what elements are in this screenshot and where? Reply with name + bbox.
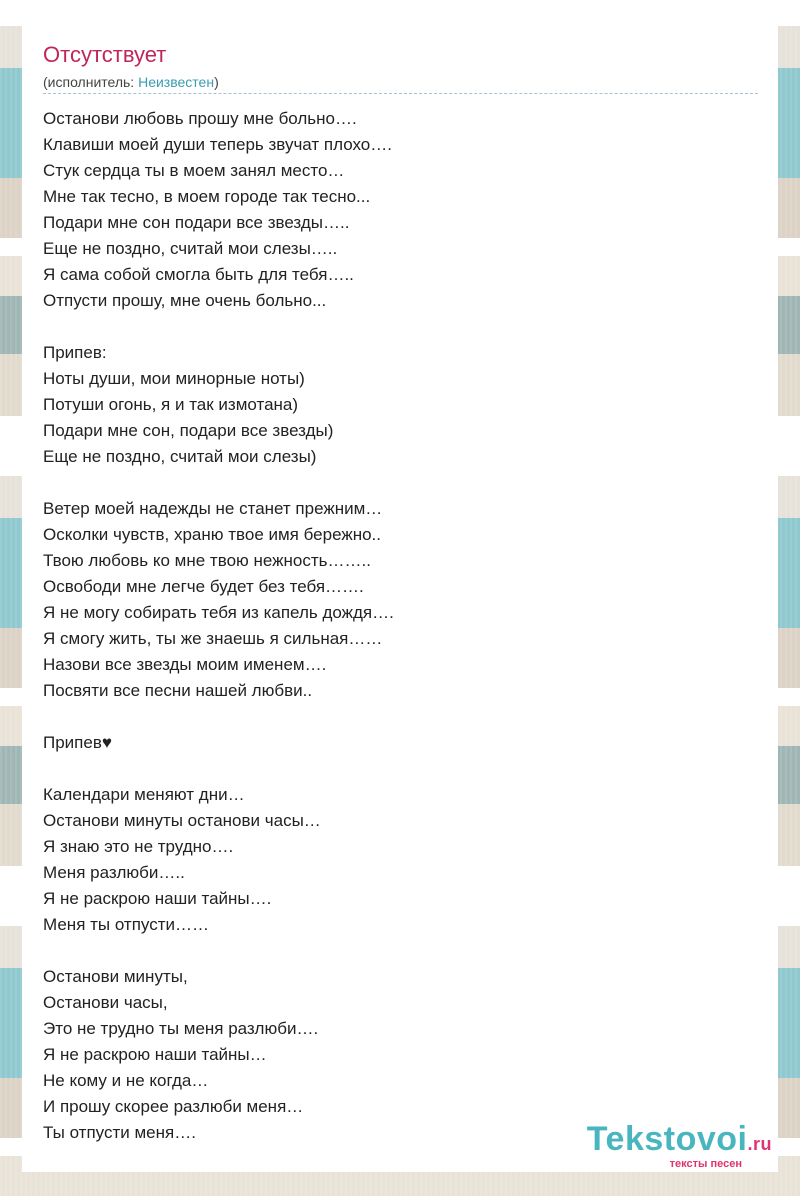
lyric-line: Посвяти все песни нашей любви.. — [43, 681, 313, 700]
lyric-line: Не кому и не когда… — [43, 1071, 209, 1090]
lyric-line: Это не трудно ты меня разлюби…. — [43, 1019, 319, 1038]
lyric-line: Потуши огонь, я и так измотана) — [43, 395, 299, 414]
lyric-line: Мне так тесно, в моем городе так тесно... — [43, 187, 371, 206]
lyric-line: Подари мне сон, подари все звезды) — [43, 421, 334, 440]
lyric-line: Ты отпусти меня…. — [43, 1123, 196, 1142]
lyric-line: Останови минуты останови часы… — [43, 811, 321, 830]
lyric-line: Я смогу жить, ты же знаешь я сильная…… — [43, 629, 383, 648]
performer-link[interactable]: Неизвестен — [138, 74, 215, 90]
logo-name: Tekstovoi — [586, 1120, 748, 1158]
lyric-line: Календари меняют дни… — [43, 785, 245, 804]
lyric-line: Стук сердца ты в моем занял место… — [43, 161, 345, 180]
lyric-line: Отпусти прошу, мне очень больно... — [43, 291, 327, 310]
lyric-line: Ветер моей надежды не станет прежним… — [43, 499, 383, 518]
lyric-line: Припев♥ — [43, 733, 112, 752]
performer-label: (исполнитель: — [43, 74, 139, 90]
lyric-line: Клавиши моей души теперь звучат плохо…. — [43, 135, 392, 154]
lyric-line: Я знаю это не трудно…. — [43, 837, 234, 856]
lyric-line: Освободи мне легче будет без тебя……. — [43, 577, 364, 596]
lyric-line: Подари мне сон подари все звезды….. — [43, 213, 350, 232]
lyric-line: Останови часы, — [43, 993, 168, 1012]
lyric-line: Я сама собой смогла быть для тебя….. — [43, 265, 354, 284]
lyric-line: Останови минуты, — [43, 967, 188, 986]
lyric-line: Твою любовь ко мне твою нежность…….. — [43, 551, 371, 570]
logo-tagline: тексты песен — [669, 1158, 742, 1170]
song-title: Отсутствует — [43, 42, 167, 67]
lyrics-card — [22, 22, 778, 1172]
performer-line — [43, 73, 219, 91]
lyric-line: И прошу скорее разлюби меня… — [43, 1097, 304, 1116]
lyric-line: Еще не поздно, считай мои слезы….. — [43, 239, 338, 258]
title-divider — [43, 93, 758, 94]
stanza-break — [43, 470, 758, 496]
lyric-line: Ноты души, мои минорные ноты) — [43, 369, 305, 388]
performer-close: ) — [214, 74, 219, 90]
logo-wordmark — [587, 1121, 772, 1162]
stanza-break — [43, 756, 758, 782]
lyrics-text — [43, 106, 758, 1146]
lyric-line: Я не могу собирать тебя из капель дождя…. — [43, 603, 394, 622]
lyric-line: Я не раскрою наши тайны…. — [43, 889, 272, 908]
lyric-line: Меня ты отпусти…… — [43, 915, 210, 934]
lyric-line: Меня разлюби….. — [43, 863, 185, 882]
logo-tld: .ru — [747, 1134, 772, 1154]
stanza-break — [43, 314, 758, 340]
stanza-break — [43, 938, 758, 964]
lyric-line: Назови все звезды моим именем…. — [43, 655, 327, 674]
lyric-line: Останови любовь прошу мне больно…. — [43, 109, 357, 128]
lyric-line: Еще не поздно, считай мои слезы) — [43, 447, 317, 466]
lyric-line: Припев: — [43, 343, 107, 362]
lyric-line: Осколки чувств, храню твое имя бережно.. — [43, 525, 381, 544]
site-logo[interactable] — [587, 1121, 772, 1170]
lyric-line: Я не раскрою наши тайны… — [43, 1045, 267, 1064]
stanza-break — [43, 704, 758, 730]
